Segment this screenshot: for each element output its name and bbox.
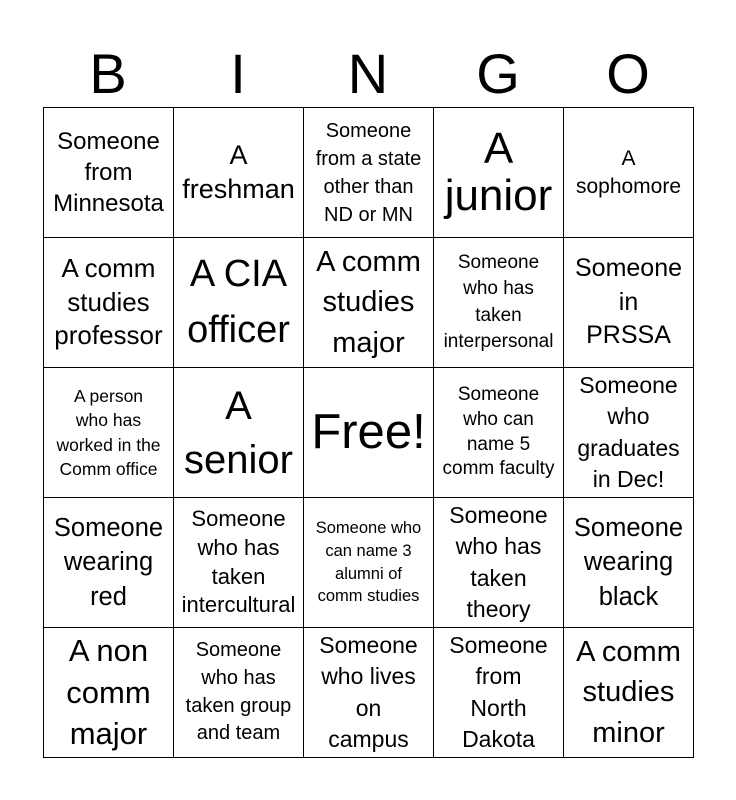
header-letter-i: I bbox=[230, 42, 246, 105]
bingo-cell[interactable]: Someone from North Dakota bbox=[434, 628, 564, 758]
header-letter-b: B bbox=[89, 42, 127, 105]
bingo-cell[interactable]: A CIA officer bbox=[174, 238, 304, 368]
bingo-cell[interactable]: Someone who has taken interpersonal bbox=[434, 238, 564, 368]
bingo-cell[interactable]: Someone from Minnesota bbox=[44, 108, 174, 238]
bingo-cell[interactable]: Someone who graduates in Dec! bbox=[564, 368, 694, 498]
bingo-cell[interactable]: Someone wearing red bbox=[44, 498, 174, 628]
bingo-cell[interactable]: A senior bbox=[174, 368, 304, 498]
free-space-cell[interactable]: Free! bbox=[304, 368, 434, 498]
bingo-cell[interactable]: Someone in PRSSA bbox=[564, 238, 694, 368]
bingo-cell[interactable]: A comm studies major bbox=[304, 238, 434, 368]
bingo-row bbox=[44, 108, 694, 238]
bingo-cell[interactable]: A comm studies professor bbox=[44, 238, 174, 368]
bingo-row bbox=[44, 238, 694, 368]
bingo-cell[interactable]: Someone who can name 5 comm faculty bbox=[434, 368, 564, 498]
bingo-row bbox=[44, 368, 694, 498]
bingo-row bbox=[44, 498, 694, 628]
header-letter-o: O bbox=[606, 42, 650, 105]
bingo-cell[interactable]: A non comm major bbox=[44, 628, 174, 758]
bingo-cell[interactable]: Someone from a state other than ND or MN bbox=[304, 108, 434, 238]
bingo-cell[interactable]: A comm studies minor bbox=[564, 628, 694, 758]
bingo-row bbox=[44, 628, 694, 758]
header-letter-g: G bbox=[476, 42, 520, 105]
header-letter-n: N bbox=[347, 42, 389, 105]
bingo-cell[interactable]: Someone wearing black bbox=[564, 498, 694, 628]
bingo-cell[interactable]: Someone who can name 3 alumni of comm studies bbox=[304, 498, 434, 628]
bingo-cell[interactable]: A person who has worked in the Comm office bbox=[44, 368, 174, 498]
bingo-cell[interactable]: Someone who has taken theory bbox=[434, 498, 564, 628]
bingo-cell[interactable]: Someone who has taken intercultural bbox=[174, 498, 304, 628]
bingo-header bbox=[43, 40, 693, 108]
bingo-cell[interactable]: Someone who has taken group and team bbox=[174, 628, 304, 758]
bingo-card bbox=[43, 107, 694, 758]
bingo-cell[interactable]: A freshman bbox=[174, 108, 304, 238]
bingo-cell[interactable]: Someone who lives on campus bbox=[304, 628, 434, 758]
bingo-cell[interactable]: A sophomore bbox=[564, 108, 694, 238]
bingo-cell[interactable]: A junior bbox=[434, 108, 564, 238]
